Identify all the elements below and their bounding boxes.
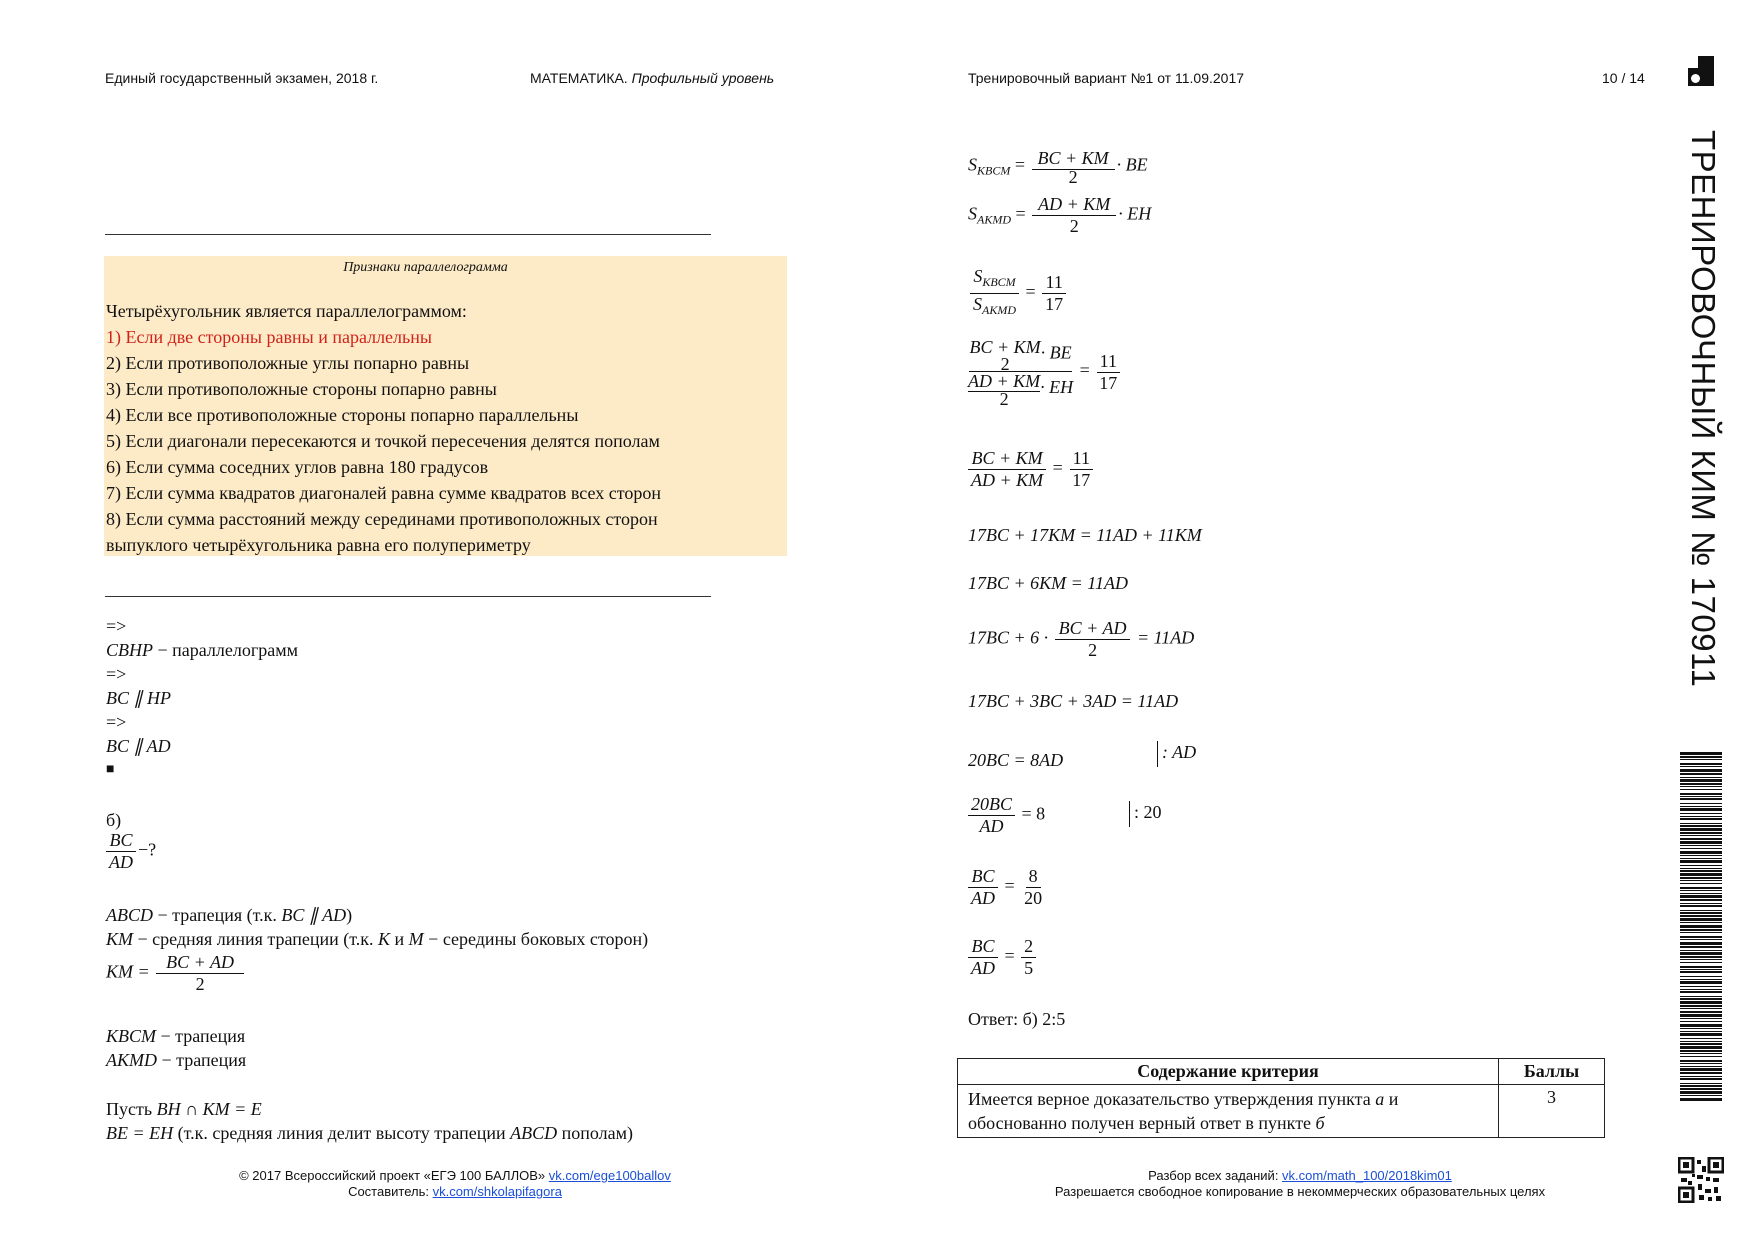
box-item: 8) Если сумма расстояний между серединами противоположных сторон — [106, 509, 658, 529]
separator-top — [105, 234, 711, 235]
parallelogram-criteria-box — [104, 256, 787, 556]
question-fraction — [104, 830, 156, 873]
box-item: 4) Если все противоположные стороны попарно параллельны — [106, 405, 579, 425]
division-20: : 20 — [1129, 800, 1162, 827]
footer-link-ege100[interactable]: vk.com/ege100ballov — [548, 1168, 671, 1183]
footer-right: Разбор всех заданий: vk.com/math_100/2018kim01 Разрешается свободное копирование в некоммерческих образовательных целях — [1054, 1168, 1546, 1199]
criteria-row-score: 3 — [1499, 1085, 1605, 1138]
q-numerator: BC — [106, 830, 135, 852]
equation-3: 17BC + 6 · $\frac{BC + AD}{2}$ = 11AD — [968, 618, 1195, 660]
separator-bottom — [105, 596, 711, 597]
equation-6: $\frac{20BC}{AD}$ = 8 — [966, 794, 1045, 837]
footer-left: © 2017 Всероссийский проект «ЕГЭ 100 БАЛЛОВ» vk.com/ege100ballov Составитель: vk.com/shkolapifagora — [239, 1168, 671, 1199]
line-bc-ad: BC ∥ AD — [106, 736, 171, 756]
part-b-label: б) — [106, 810, 122, 830]
let-lines: Пусть BH ∩ KM = E BE = EH (т.к. средняя линия делит высоту трапеции ABCD пополам) — [106, 1099, 633, 1143]
qed-mark: ■ — [106, 762, 115, 777]
equation-5: 20BC = 8AD — [968, 750, 1064, 770]
implies-arrow-1: => — [106, 616, 127, 636]
ratio-compound: BC + KM 2 · BE $\frac{AD + KM}{2}$ · EH = $\frac{11}{17}$ — [966, 338, 1122, 406]
q-denominator: AD — [109, 852, 133, 872]
criteria-header-content: Содержание критерия — [958, 1059, 1499, 1085]
line-abcd-trap: ABCD − трапеция (т.к. BC ∥ AD) — [106, 905, 353, 925]
page-number: 10 / 14 — [1602, 70, 1645, 86]
footer-link-math100[interactable]: vk.com/math_100/2018kim01 — [1282, 1168, 1452, 1183]
side-title: ТРЕНИРОВОЧНЫЙ КИМ № 170911 — [1685, 130, 1722, 688]
corner-mark-icon — [1688, 56, 1714, 86]
footer-link-pifagora[interactable]: vk.com/shkolapifagora — [432, 1184, 562, 1199]
criteria-table — [957, 1058, 1605, 1138]
equation-1: 17BC + 17KM = 11AD + 11KM — [968, 525, 1202, 545]
implies-arrow-2: => — [106, 664, 127, 684]
criteria-header-score: Баллы — [1499, 1059, 1605, 1085]
formula-s-kbcm: $S_{KBCM}$ = $\frac{BC + KM}{2}$ · BE — [968, 148, 1148, 187]
ratio-areas: $\frac{S_{KBCM}}{S_{AKMD}}$ = $\frac{11}{17}$ — [968, 266, 1068, 321]
formula-s-akmd: $S_{AKMD}$ = $\frac{AD + KM}{2}$ · EH — [968, 194, 1152, 236]
box-item: 7) Если сумма квадратов диагоналей равна сумме квадратов всех сторон — [106, 483, 661, 503]
header-subject-name: МАТЕМАТИКА. — [530, 70, 628, 86]
math-cbhp: CBHP — [106, 640, 153, 660]
box-item: выпуклого четырёхугольника равна его полупериметру — [106, 535, 531, 555]
trapezoid-lines — [106, 903, 648, 951]
header-exam-title: Единый государственный экзамен, 2018 г. — [105, 70, 379, 86]
criteria-row-content: Имеется верное доказательство утверждения пункта а и обоснованно получен верный ответ в пункте б — [958, 1085, 1499, 1138]
implies-arrow-3: => — [106, 712, 127, 732]
box-item: 1) Если две стороны равны и параллельны — [106, 327, 432, 347]
line-km-midline: KM − средняя линия трапеции (т.к. K и M − середины боковых сторон) — [106, 929, 649, 949]
answer-text: Ответ: б) 2:5 — [968, 1009, 1066, 1029]
line-bc-hp: BC ∥ HP — [106, 688, 171, 708]
box-item: 6) Если сумма соседних углов равна 180 градусов — [106, 457, 489, 477]
qr-code-icon — [1678, 1157, 1724, 1203]
equation-2: 17BC + 6KM = 11AD — [968, 573, 1128, 593]
ratio-sums: $\frac{BC + KM}{AD + KM}$ = $\frac{11}{17}$ — [966, 448, 1095, 491]
q-tail: −? — [138, 839, 157, 860]
text-parallelogram: − параллелограмм — [153, 640, 299, 660]
trapezoid-names: KBCM − трапеция AKMD − трапеция — [106, 1026, 247, 1070]
box-item: 3) Если противоположные стороны попарно равны — [106, 379, 497, 399]
equation-8: $\frac{BC}{AD}$ = $\frac{2}{5}$ — [966, 936, 1038, 979]
box-title: Признаки параллелограмма — [343, 260, 508, 275]
box-intro: Четырёхугольник является параллелограммом: — [106, 301, 467, 321]
header-variant: Тренировочный вариант №1 от 11.09.2017 — [968, 70, 1245, 86]
header-subject — [530, 70, 774, 86]
header-level: Профильный уровень — [631, 70, 775, 86]
km-formula: KM = $\frac{BC + AD}{2}$ — [106, 952, 246, 995]
equation-7: $\frac{BC}{AD}$ = $\frac{8}{20}$ — [966, 866, 1047, 909]
line-cbhp — [106, 638, 298, 662]
division-ad: : AD — [1157, 740, 1196, 767]
box-item: 2) Если противоположные углы попарно равны — [106, 353, 470, 373]
barcode-icon — [1680, 752, 1722, 1102]
equation-4: 17BC + 3BC + 3AD = 11AD — [968, 691, 1179, 711]
box-item: 5) Если диагонали пересекаются и точкой пересечения делятся пополам — [106, 431, 660, 451]
box-items-list — [106, 324, 661, 558]
side-title-wrapper — [1682, 130, 1722, 730]
left-solution — [106, 614, 298, 782]
